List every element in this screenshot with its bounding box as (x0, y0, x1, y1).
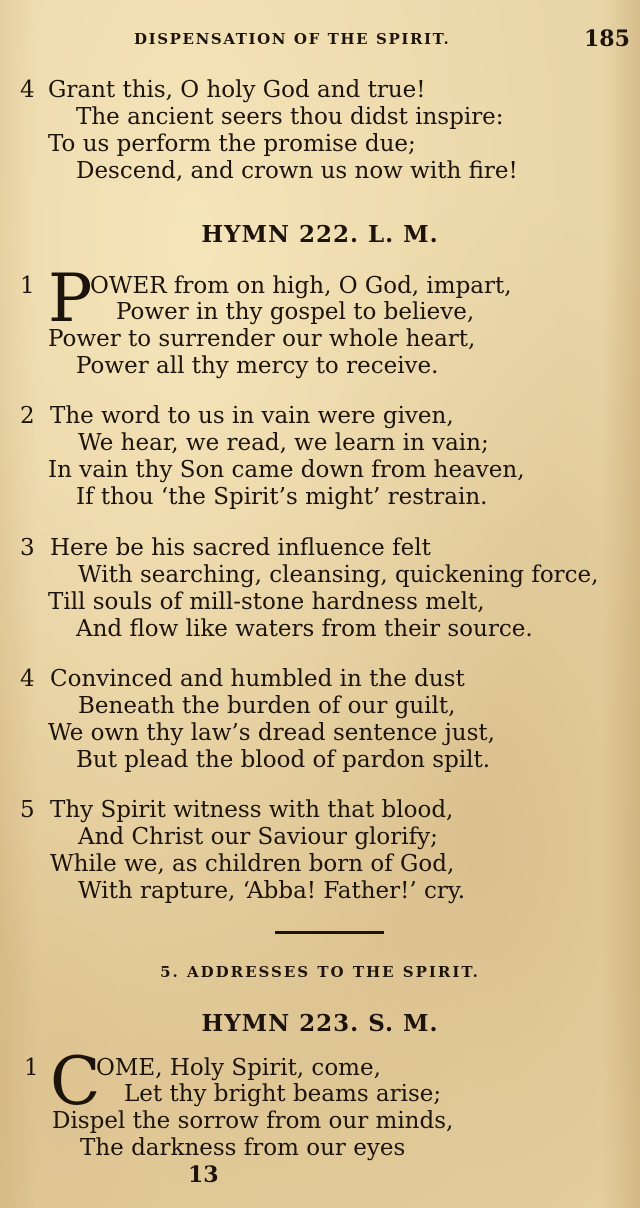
verse-line: To us perform the promise due; (48, 131, 416, 157)
verse-line: And Christ our Saviour glorify; (78, 824, 438, 850)
verse-line: Thy Spirit witness with that blood, (50, 797, 454, 823)
verse-line: Till souls of mill-stone hardness melt, (48, 589, 485, 615)
verse-line: We hear, we read, we learn in vain; (78, 430, 489, 456)
verse-number: 4 (20, 77, 35, 103)
verse-number: 5 (20, 797, 35, 823)
verse-line: Beneath the burden of our guilt, (78, 693, 456, 719)
signature-mark: 13 (188, 1162, 219, 1188)
verse-line: Convinced and humbled in the dust (50, 666, 465, 692)
verse-number: 2 (20, 403, 35, 429)
verse-line: OWER from on high, O God, impart, (90, 273, 512, 299)
drop-cap: C (50, 1043, 101, 1120)
verse-line: With searching, cleansing, quickening force, (78, 562, 599, 588)
verse-number: 4 (20, 666, 35, 692)
verse-line: The ancient seers thou didst inspire: (76, 104, 504, 130)
hymn-heading: HYMN 223. S. M. (201, 1010, 439, 1037)
verse-line: Power to surrender our whole heart, (48, 326, 476, 352)
verse-line: The darkness from our eyes (80, 1135, 406, 1161)
verse-line: Power in thy gospel to believe, (116, 299, 475, 325)
verse-line: The word to us in vain were given, (50, 403, 454, 429)
verse-line: With rapture, ‘Abba! Father!’ cry. (78, 878, 466, 904)
page-number: 185 (584, 26, 630, 52)
running-head: DISPENSATION OF THE SPIRIT. (134, 30, 451, 48)
verse-number: 3 (20, 535, 35, 561)
section-heading: 5. ADDRESSES TO THE SPIRIT. (160, 963, 480, 981)
verse-line: And flow like waters from their source. (76, 616, 533, 642)
verse-line: But plead the blood of pardon spilt. (76, 747, 491, 773)
drop-cap: P (48, 260, 93, 337)
verse-line: While we, as children born of God, (50, 851, 455, 877)
verse-number: 1 (24, 1055, 39, 1081)
verse-line: Descend, and crown us now with fire! (76, 158, 518, 184)
hymn-heading: HYMN 222. L. M. (201, 221, 439, 248)
verse-line: Grant this, O holy God and true! (48, 77, 426, 103)
verse-number: 1 (20, 273, 35, 299)
verse-line: If thou ‘the Spirit’s might’ restrain. (76, 484, 488, 510)
verse-line: Here be his sacred influence felt (50, 535, 431, 561)
divider-rule (275, 931, 384, 934)
verse-line: In vain thy Son came down from heaven, (48, 457, 525, 483)
verse-line: Let thy bright beams arise; (124, 1081, 442, 1107)
verse-line: Power all thy mercy to receive. (76, 353, 439, 379)
verse-line: Dispel the sorrow from our minds, (52, 1108, 454, 1134)
verse-line: We own thy law’s dread sentence just, (48, 720, 495, 746)
verse-line: OME, Holy Spirit, come, (96, 1055, 381, 1081)
